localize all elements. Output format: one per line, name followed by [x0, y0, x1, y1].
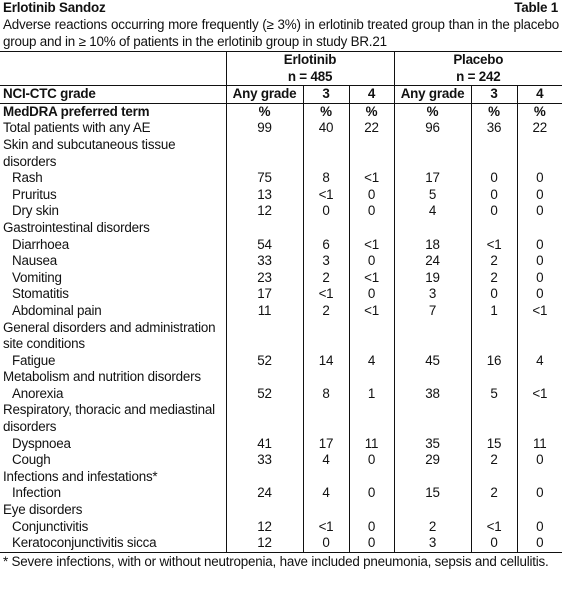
value-cell	[517, 469, 562, 486]
value-cell: 0	[517, 170, 562, 187]
value-cell: 4	[517, 353, 562, 370]
value-cell: 1	[349, 386, 394, 403]
data-row	[0, 452, 562, 469]
term-label: Pruritus	[12, 186, 57, 202]
product-name: Erlotinib Sandoz	[3, 0, 106, 15]
value-cell	[303, 220, 349, 237]
value-cell: 14	[303, 353, 349, 370]
value-cell	[303, 502, 349, 519]
data-row	[0, 270, 562, 287]
value-cell: 4	[349, 353, 394, 370]
value-cell: <1	[349, 303, 394, 320]
value-cell: 11	[226, 303, 303, 320]
value-cell: <1	[303, 519, 349, 536]
adverse-reactions-table	[0, 51, 562, 552]
value-cell	[303, 469, 349, 486]
category-label: Skin and subcutaneous tissue disorders	[3, 136, 176, 169]
value-cell: 2	[471, 485, 517, 502]
value-cell: <1	[471, 519, 517, 536]
value-cell	[226, 320, 303, 353]
term-label: Abdominal pain	[12, 302, 102, 318]
data-row	[0, 485, 562, 502]
data-row	[0, 303, 562, 320]
unit-cell: %	[471, 103, 517, 120]
value-cell: 23	[226, 270, 303, 287]
value-cell: 22	[517, 120, 562, 137]
value-cell: 4	[303, 452, 349, 469]
value-cell: 12	[226, 535, 303, 552]
value-cell: 0	[471, 203, 517, 220]
value-cell	[471, 369, 517, 386]
value-cell	[349, 320, 394, 353]
value-cell: 22	[349, 120, 394, 137]
data-row	[0, 286, 562, 303]
value-cell: 2	[303, 303, 349, 320]
term-label: Conjunctivitis	[12, 518, 89, 534]
unit-cell: %	[226, 103, 303, 120]
value-cell: 17	[394, 170, 471, 187]
value-cell: 0	[517, 237, 562, 254]
term-label: Cough	[12, 452, 51, 468]
data-row	[0, 386, 562, 403]
value-cell: 4	[303, 485, 349, 502]
value-cell: 0	[471, 187, 517, 204]
value-cell: 0	[517, 535, 562, 552]
value-cell: 0	[303, 535, 349, 552]
category-label: Infections and infestations*	[3, 468, 158, 484]
value-cell: 18	[394, 237, 471, 254]
value-cell	[394, 369, 471, 386]
col-header: 4	[349, 86, 394, 104]
value-cell: 2	[303, 270, 349, 287]
value-cell	[517, 502, 562, 519]
value-cell	[226, 369, 303, 386]
value-cell: 0	[517, 203, 562, 220]
value-cell: 99	[226, 120, 303, 137]
value-cell	[471, 137, 517, 170]
value-cell	[226, 402, 303, 435]
col-header: 3	[303, 86, 349, 104]
value-cell: 15	[394, 485, 471, 502]
units-label: MedDRA preferred term	[3, 103, 150, 119]
value-cell	[471, 402, 517, 435]
table-footnote: * Severe infections, with or without neutropenia, have included pneumonia, sepsis and cellulitis.	[3, 553, 549, 569]
value-cell: 0	[517, 270, 562, 287]
value-cell: 17	[303, 436, 349, 453]
col-header: 4	[517, 86, 562, 104]
value-cell	[517, 369, 562, 386]
value-cell: 0	[517, 286, 562, 303]
value-cell: 0	[517, 187, 562, 204]
value-cell: 5	[394, 187, 471, 204]
value-cell: 24	[226, 485, 303, 502]
value-cell: 36	[471, 120, 517, 137]
value-cell	[394, 220, 471, 237]
value-cell: 15	[471, 436, 517, 453]
value-cell	[303, 320, 349, 353]
category-label: Respiratory, thoracic and mediastinal disorders	[3, 402, 215, 435]
value-cell	[517, 320, 562, 353]
value-cell	[394, 502, 471, 519]
category-row	[0, 402, 562, 435]
value-cell: <1	[517, 386, 562, 403]
value-cell: 0	[349, 485, 394, 502]
value-cell	[394, 137, 471, 170]
value-cell: 96	[394, 120, 471, 137]
value-cell	[303, 369, 349, 386]
category-label: Metabolism and nutrition disorders	[3, 369, 201, 385]
unit-cell: %	[394, 103, 471, 120]
value-cell: 45	[394, 353, 471, 370]
col-header: Any grade	[394, 86, 471, 104]
category-label: General disorders and administration site conditions	[3, 319, 216, 352]
term-label: Dyspnoea	[12, 435, 71, 451]
value-cell	[226, 220, 303, 237]
value-cell: 7	[394, 303, 471, 320]
erlotinib-group-header: Erlotinib	[226, 52, 394, 69]
value-cell	[349, 220, 394, 237]
term-label: Keratoconjunctivitis sicca	[12, 535, 157, 551]
placebo-group-header: Placebo	[394, 52, 562, 69]
value-cell: 33	[226, 253, 303, 270]
value-cell	[226, 502, 303, 519]
value-cell: 40	[303, 120, 349, 137]
value-cell	[226, 137, 303, 170]
value-cell	[471, 220, 517, 237]
value-cell: 4	[394, 203, 471, 220]
term-label: Diarrhoea	[12, 236, 69, 252]
value-cell: 29	[394, 452, 471, 469]
value-cell: 52	[226, 353, 303, 370]
value-cell: 12	[226, 203, 303, 220]
value-cell	[517, 402, 562, 435]
value-cell: 54	[226, 237, 303, 254]
data-row	[0, 120, 562, 137]
value-cell: 11	[349, 436, 394, 453]
term-label: Dry skin	[12, 203, 59, 219]
category-label: Eye disorders	[3, 502, 83, 518]
value-cell: 2	[471, 270, 517, 287]
value-cell: 0	[471, 170, 517, 187]
value-cell: 3	[394, 535, 471, 552]
value-cell: 1	[471, 303, 517, 320]
value-cell: 0	[349, 187, 394, 204]
term-label: Anorexia	[12, 385, 64, 401]
data-row	[0, 535, 562, 552]
value-cell: 0	[471, 286, 517, 303]
value-cell	[517, 137, 562, 170]
value-cell	[303, 137, 349, 170]
value-cell: 17	[226, 286, 303, 303]
document-header	[0, 0, 562, 17]
value-cell	[394, 402, 471, 435]
unit-cell: %	[517, 103, 562, 120]
value-cell	[349, 402, 394, 435]
value-cell: <1	[517, 303, 562, 320]
erlotinib-n: n = 485	[226, 69, 394, 86]
value-cell: 6	[303, 237, 349, 254]
value-cell	[349, 469, 394, 486]
value-cell: 41	[226, 436, 303, 453]
col-header: Any grade	[226, 86, 303, 104]
term-label: Total patients with any AE	[3, 120, 151, 136]
value-cell	[471, 320, 517, 353]
value-cell	[349, 502, 394, 519]
value-cell: 19	[394, 270, 471, 287]
value-cell: 2	[471, 253, 517, 270]
value-cell: 3	[394, 286, 471, 303]
term-label: Rash	[12, 170, 43, 186]
placebo-n: n = 242	[394, 69, 562, 86]
value-cell: 8	[303, 386, 349, 403]
value-cell	[226, 469, 303, 486]
unit-cell: %	[303, 103, 349, 120]
value-cell: <1	[303, 187, 349, 204]
value-cell	[349, 369, 394, 386]
category-row	[0, 369, 562, 386]
col-header: 3	[471, 86, 517, 104]
value-cell: 35	[394, 436, 471, 453]
value-cell: <1	[349, 270, 394, 287]
value-cell	[517, 220, 562, 237]
data-row	[0, 436, 562, 453]
category-row	[0, 137, 562, 170]
data-row	[0, 519, 562, 536]
term-label: Infection	[12, 485, 61, 501]
value-cell	[394, 469, 471, 486]
category-row	[0, 320, 562, 353]
value-cell: 2	[471, 452, 517, 469]
value-cell: 0	[349, 519, 394, 536]
value-cell: 11	[517, 436, 562, 453]
category-row	[0, 502, 562, 519]
grade-header-row	[0, 86, 562, 104]
value-cell: 0	[349, 203, 394, 220]
value-cell: 0	[349, 253, 394, 270]
data-row	[0, 253, 562, 270]
grade-label: NCI-CTC grade	[0, 86, 226, 104]
value-cell: 24	[394, 253, 471, 270]
data-row	[0, 187, 562, 204]
value-cell: 3	[303, 253, 349, 270]
value-cell	[471, 502, 517, 519]
value-cell: 33	[226, 452, 303, 469]
value-cell: 0	[517, 253, 562, 270]
value-cell	[471, 469, 517, 486]
data-row	[0, 170, 562, 187]
value-cell: 0	[517, 485, 562, 502]
table-caption: Adverse reactions occurring more frequently (≥ 3%) in erlotinib treated group than in the placebo group and in ≥ 10% of patients in the erlotinib group in study BR.21	[3, 17, 559, 49]
value-cell	[303, 402, 349, 435]
value-cell	[394, 320, 471, 353]
value-cell: <1	[349, 237, 394, 254]
value-cell: 2	[394, 519, 471, 536]
value-cell: 12	[226, 519, 303, 536]
value-cell: 0	[517, 519, 562, 536]
value-cell: 38	[394, 386, 471, 403]
value-cell: 0	[349, 452, 394, 469]
data-row	[0, 353, 562, 370]
table-label: Table 1	[514, 0, 558, 15]
value-cell: <1	[471, 237, 517, 254]
value-cell: 0	[303, 203, 349, 220]
value-cell: 0	[349, 286, 394, 303]
value-cell: 0	[349, 535, 394, 552]
unit-cell: %	[349, 103, 394, 120]
group-header-row	[0, 52, 562, 69]
category-row	[0, 469, 562, 486]
units-row	[0, 103, 562, 120]
data-row	[0, 203, 562, 220]
category-label: Gastrointestinal disorders	[3, 219, 150, 235]
value-cell: 52	[226, 386, 303, 403]
value-cell: 75	[226, 170, 303, 187]
term-label: Nausea	[12, 253, 57, 269]
value-cell: 13	[226, 187, 303, 204]
category-row	[0, 220, 562, 237]
value-cell: 16	[471, 353, 517, 370]
value-cell: 0	[517, 452, 562, 469]
data-row	[0, 237, 562, 254]
value-cell: 8	[303, 170, 349, 187]
value-cell: 0	[471, 535, 517, 552]
value-cell: 5	[471, 386, 517, 403]
term-label: Vomiting	[12, 269, 62, 285]
value-cell: <1	[303, 286, 349, 303]
value-cell	[349, 137, 394, 170]
term-label: Stomatitis	[12, 286, 69, 302]
value-cell: <1	[349, 170, 394, 187]
term-label: Fatigue	[12, 352, 56, 368]
group-n-row	[0, 69, 562, 86]
